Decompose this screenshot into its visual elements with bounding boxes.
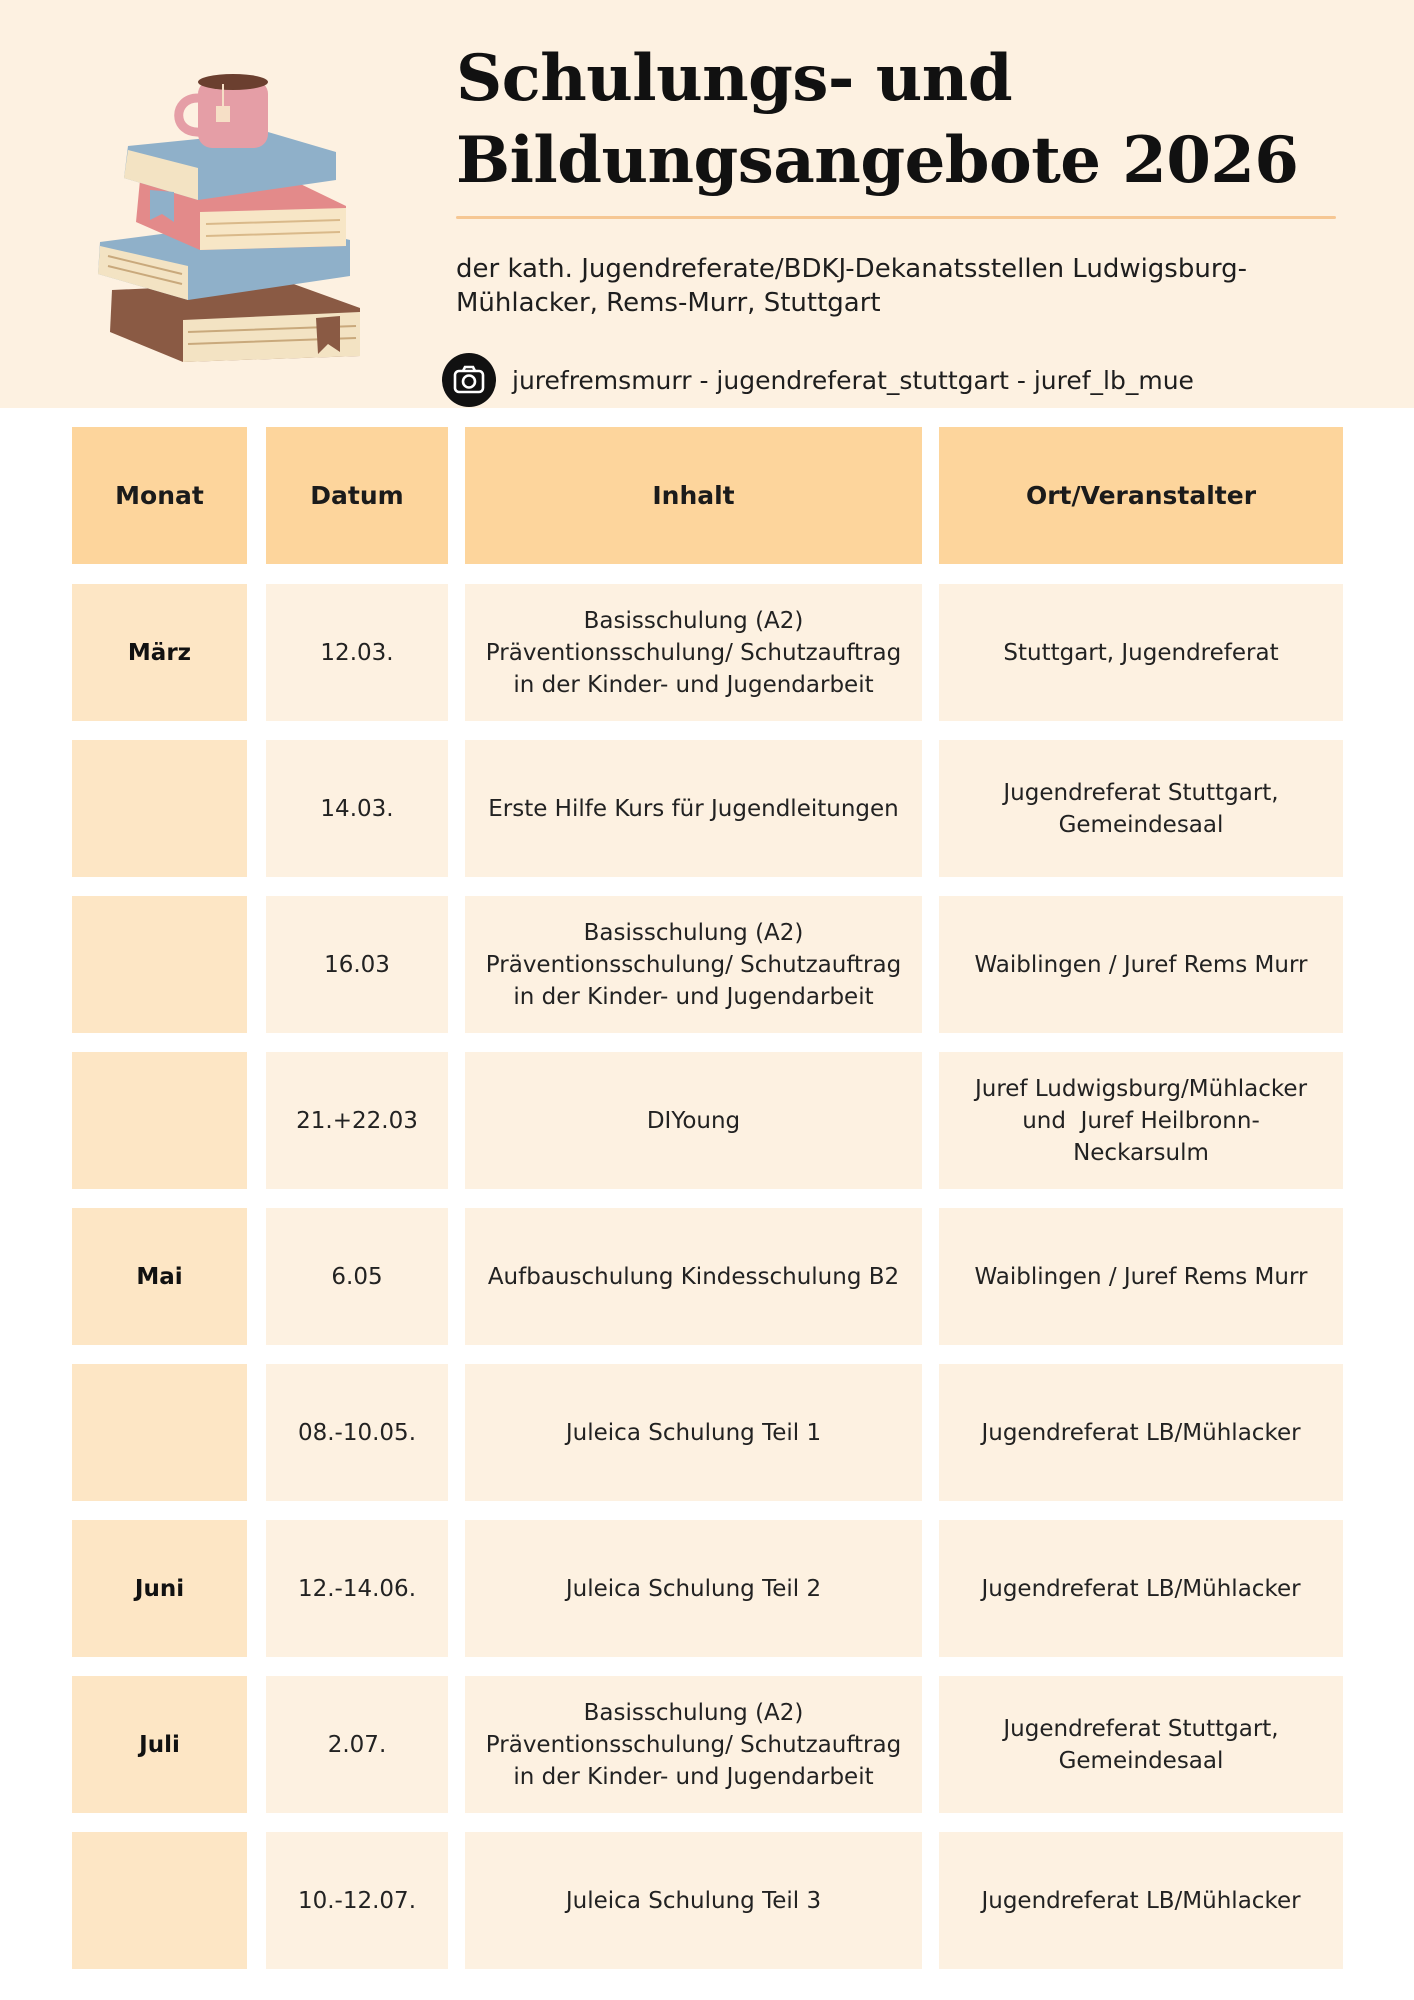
table-cell-inhalt bbox=[465, 1832, 922, 1969]
table-cell-monat bbox=[72, 740, 247, 877]
cell-text: Juli bbox=[139, 1731, 180, 1758]
cell-text bbox=[486, 1697, 901, 1793]
table-cell-ort bbox=[939, 1520, 1343, 1657]
cell-text bbox=[1003, 637, 1278, 669]
table-cell-monat bbox=[72, 584, 247, 721]
cell-text: Mai bbox=[136, 1263, 183, 1290]
table-cell-monat bbox=[72, 1520, 247, 1657]
table-cell-datum bbox=[266, 1364, 448, 1501]
title-line-1: Schulungs- und bbox=[456, 41, 1013, 116]
cell-text bbox=[974, 1261, 1307, 1293]
cell-text: 10.-12.07. bbox=[297, 1887, 417, 1914]
table-cell-datum bbox=[266, 1832, 448, 1969]
cell-line: Basisschulung (A2) bbox=[583, 1699, 804, 1726]
column-header-ort bbox=[939, 427, 1343, 564]
table-cell-datum bbox=[266, 740, 448, 877]
table-cell-datum bbox=[266, 1676, 448, 1813]
cell-text bbox=[1003, 777, 1278, 841]
cell-line: Waiblingen / Juref Rems Murr bbox=[974, 1263, 1308, 1290]
cell-text: 12.03. bbox=[320, 639, 394, 666]
cell-text bbox=[566, 1885, 821, 1917]
cell-text bbox=[975, 1073, 1307, 1169]
cell-line: Gemeindesaal bbox=[1058, 1747, 1224, 1774]
cell-line: Jugendreferat Stuttgart, bbox=[1003, 779, 1279, 806]
books-illustration bbox=[88, 60, 388, 370]
cell-line: Präventionsschulung/ Schutzauftrag bbox=[485, 1731, 902, 1758]
cell-line: DIYoung bbox=[646, 1107, 741, 1134]
cell-line: in der Kinder- und Jugendarbeit bbox=[513, 1763, 874, 1790]
cell-line: Jugendreferat LB/Mühlacker bbox=[981, 1887, 1301, 1914]
table-cell-monat bbox=[72, 1832, 247, 1969]
cell-text: 6.05 bbox=[331, 1263, 383, 1290]
camera-icon bbox=[442, 353, 496, 407]
subtitle bbox=[456, 252, 1356, 320]
cell-line: Aufbauschulung Kindesschulung B2 bbox=[487, 1263, 900, 1290]
table-cell-inhalt bbox=[465, 584, 922, 721]
cell-line: Juref Ludwigsburg/Mühlacker bbox=[974, 1075, 1308, 1102]
cell-line: Erste Hilfe Kurs für Jugendleitungen bbox=[488, 795, 899, 822]
cell-line: in der Kinder- und Jugendarbeit bbox=[513, 671, 874, 698]
column-header-label: Monat bbox=[115, 480, 204, 510]
cell-text bbox=[488, 1261, 899, 1293]
table-cell-inhalt bbox=[465, 1520, 922, 1657]
cell-line: Basisschulung (A2) bbox=[583, 919, 804, 946]
page-title bbox=[456, 38, 1356, 202]
table-cell-monat bbox=[72, 1676, 247, 1813]
cell-line: Jugendreferat LB/Mühlacker bbox=[981, 1419, 1301, 1446]
subtitle-line-2: Mühlacker, Rems-Murr, Stuttgart bbox=[456, 288, 881, 318]
social-handles-text: jurefremsmurr - jugendreferat_stuttgart - juref_lb_mue bbox=[512, 365, 1194, 395]
column-header-label: Datum bbox=[310, 480, 404, 510]
table-cell-ort bbox=[939, 1364, 1343, 1501]
table-cell-monat bbox=[72, 1208, 247, 1345]
table-cell-datum bbox=[266, 896, 448, 1033]
cell-line: Jugendreferat LB/Mühlacker bbox=[981, 1575, 1301, 1602]
table-cell-ort bbox=[939, 1676, 1343, 1813]
column-header-inhalt bbox=[465, 427, 922, 564]
cell-line: Präventionsschulung/ Schutzauftrag bbox=[485, 951, 902, 978]
cell-text: 16.03 bbox=[324, 951, 390, 978]
cell-text: 14.03. bbox=[320, 795, 394, 822]
table-cell-ort bbox=[939, 1052, 1343, 1189]
cell-text bbox=[566, 1417, 821, 1449]
column-header-label: Ort/Veranstalter bbox=[1025, 480, 1257, 510]
cell-line: Neckarsulm bbox=[1073, 1139, 1209, 1166]
cell-line: Jugendreferat Stuttgart, bbox=[1003, 1715, 1279, 1742]
column-header-label: Inhalt bbox=[652, 480, 735, 510]
table-cell-monat bbox=[72, 1052, 247, 1189]
page-header bbox=[0, 0, 1414, 408]
cell-line: Basisschulung (A2) bbox=[583, 607, 804, 634]
cell-line: Stuttgart, Jugendreferat bbox=[1003, 639, 1279, 666]
cell-line: Juleica Schulung Teil 1 bbox=[565, 1419, 822, 1446]
table-cell-inhalt bbox=[465, 896, 922, 1033]
table-cell-ort bbox=[939, 584, 1343, 721]
table-cell-inhalt bbox=[465, 1676, 922, 1813]
table-cell-datum bbox=[266, 584, 448, 721]
cell-line: Gemeindesaal bbox=[1058, 811, 1224, 838]
table-cell-datum bbox=[266, 1520, 448, 1657]
column-header-datum bbox=[266, 427, 448, 564]
table-cell-inhalt bbox=[465, 740, 922, 877]
cell-text: 21.+22.03 bbox=[296, 1107, 418, 1134]
cell-line: Waiblingen / Juref Rems Murr bbox=[974, 951, 1308, 978]
cell-text: 2.07. bbox=[327, 1731, 387, 1758]
table-cell-ort bbox=[939, 1832, 1343, 1969]
table-cell-monat bbox=[72, 896, 247, 1033]
table-cell-monat bbox=[72, 1364, 247, 1501]
subtitle-line-1: der kath. Jugendreferate/BDKJ-Dekanatsstellen Ludwigsburg- bbox=[456, 254, 1247, 284]
cell-text bbox=[981, 1885, 1300, 1917]
cell-text: 12.-14.06. bbox=[297, 1575, 417, 1602]
title-divider bbox=[456, 216, 1336, 219]
table-cell-datum bbox=[266, 1052, 448, 1189]
title-line-2: Bildungsangebote 2026 bbox=[456, 123, 1299, 198]
cell-text: Juni bbox=[134, 1575, 185, 1602]
social-handles-row bbox=[442, 352, 1194, 408]
cell-line: und Juref Heilbronn- bbox=[1022, 1107, 1260, 1134]
cell-text bbox=[647, 1105, 740, 1137]
cell-line: in der Kinder- und Jugendarbeit bbox=[513, 983, 874, 1010]
cell-text bbox=[974, 949, 1307, 981]
table-cell-inhalt bbox=[465, 1208, 922, 1345]
cell-text bbox=[981, 1573, 1300, 1605]
table-cell-inhalt bbox=[465, 1052, 922, 1189]
column-header-monat bbox=[72, 427, 247, 564]
table-cell-datum bbox=[266, 1208, 448, 1345]
cell-text bbox=[981, 1417, 1300, 1449]
table-cell-ort bbox=[939, 740, 1343, 877]
cell-text bbox=[488, 793, 899, 825]
table-cell-ort bbox=[939, 896, 1343, 1033]
table-cell-inhalt bbox=[465, 1364, 922, 1501]
cell-line: Präventionsschulung/ Schutzauftrag bbox=[485, 639, 902, 666]
cell-text: März bbox=[127, 639, 192, 666]
cell-line: Juleica Schulung Teil 3 bbox=[565, 1887, 822, 1914]
cell-text: 08.-10.05. bbox=[297, 1419, 417, 1446]
cell-text bbox=[486, 917, 901, 1013]
cell-text bbox=[1003, 1713, 1278, 1777]
table-cell-ort bbox=[939, 1208, 1343, 1345]
cell-line: Juleica Schulung Teil 2 bbox=[565, 1575, 822, 1602]
cell-text bbox=[486, 605, 901, 701]
cell-text bbox=[566, 1573, 821, 1605]
